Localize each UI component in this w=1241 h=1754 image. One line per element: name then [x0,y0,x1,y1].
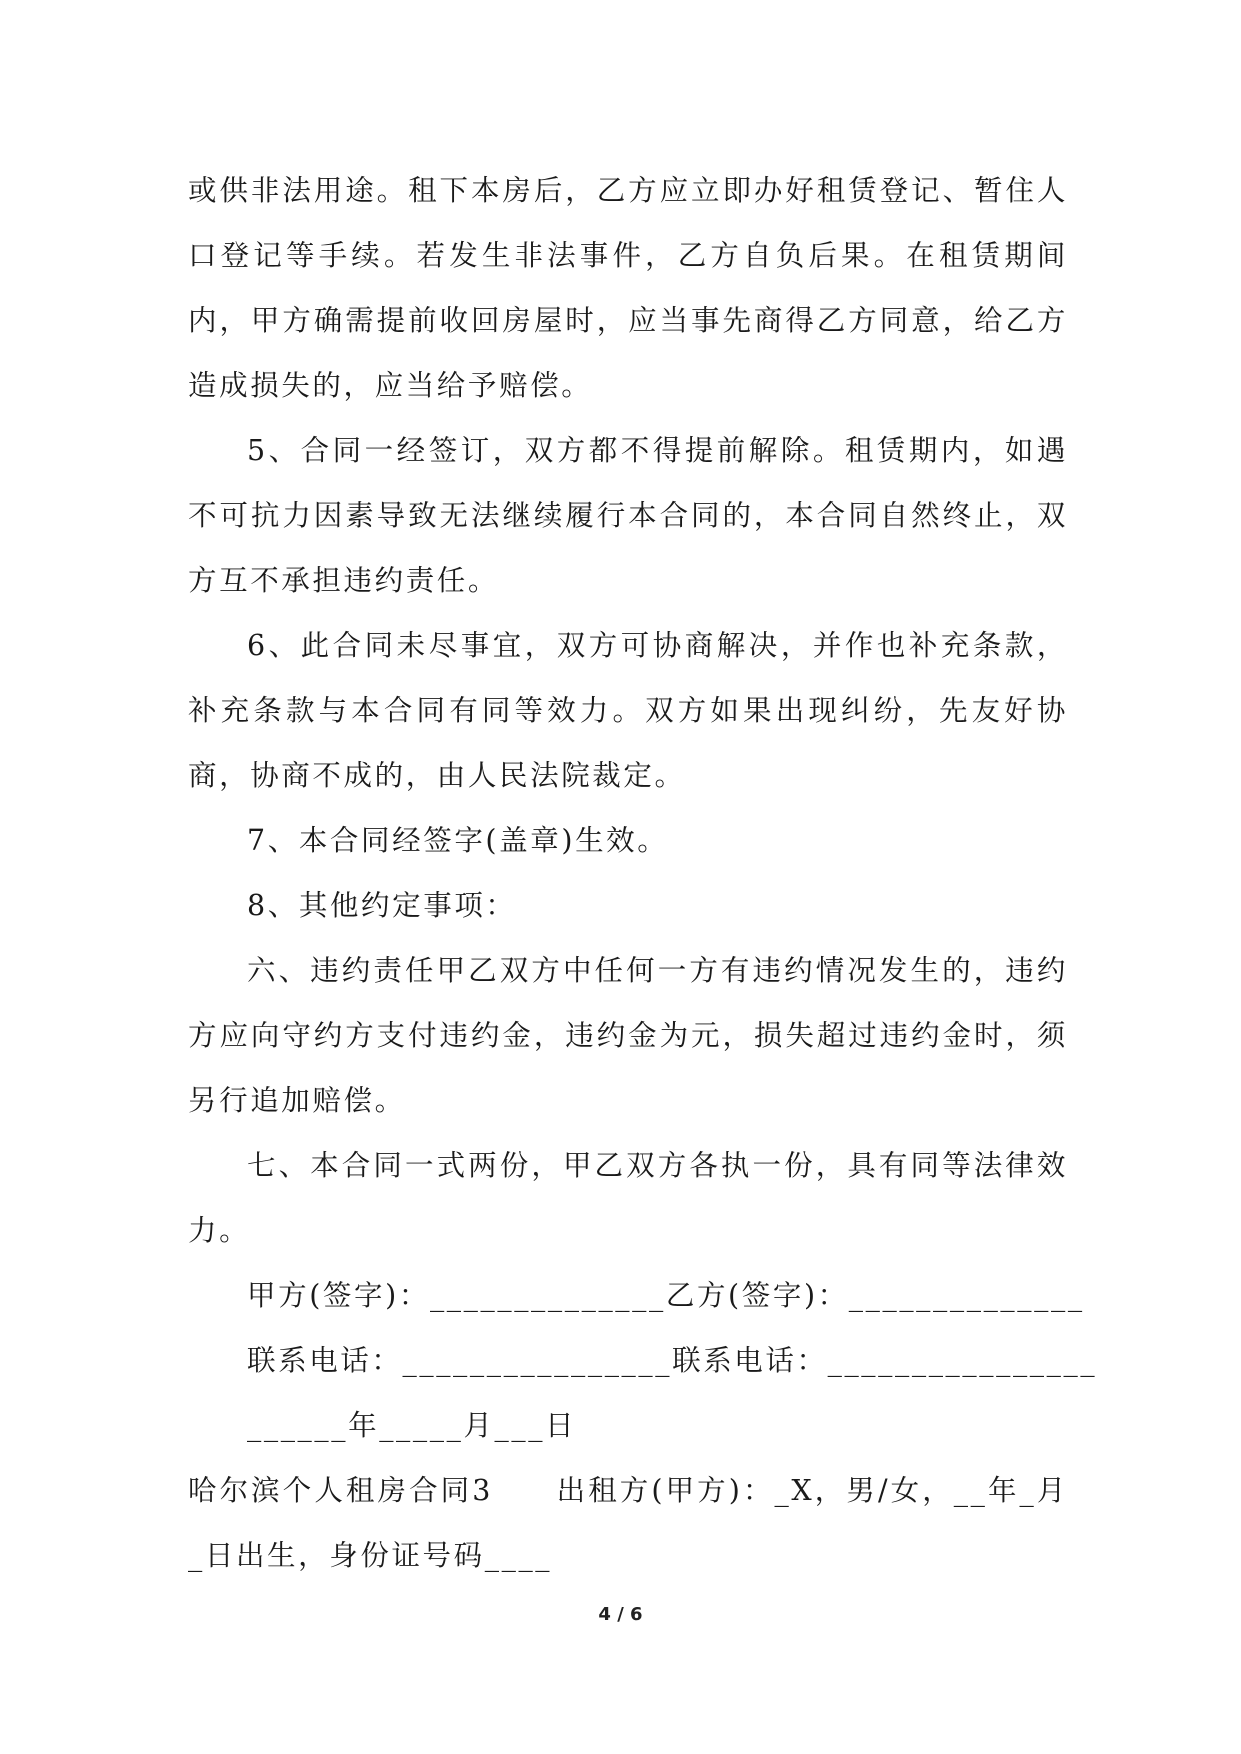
next-contract-heading: 哈尔滨个人租房合同3 出租方(甲方)：_X，男/女，__年_月_日出生，身份证号码____ [188,1474,1068,1572]
phone-line: 联系电话：________________联系电话：________________ [247,1344,1098,1377]
section-copies: 七、本合同一式两份，甲乙双方各执一份，具有同等法律效力。 [188,1149,1068,1247]
document-body [188,158,1098,1588]
clause-8: 8、其他约定事项： [247,889,517,922]
clause-6: 6、此合同未尽事宜，双方可协商解决，并作也补充条款，补充条款与本合同有同等效力。双方如果出现纠纷，先友好协商，协商不成的，由人民法院裁定。 [188,629,1068,792]
signature-line: 甲方(签字)：______________乙方(签字)：______________ [247,1279,1085,1312]
page-number: 4 / 6 [598,1604,643,1625]
section-breach-liability: 六、违约责任甲乙双方中任何一方有违约情况发生的，违约方应向守约方支付违约金，违约金为元，损失超过违约金时，须另行追加赔偿。 [188,954,1068,1117]
clause-5: 5、合同一经签订，双方都不得提前解除。租赁期内，如遇不可抗力因素导致无法继续履行本合同的，本合同自然终止，双方互不承担违约责任。 [188,434,1068,597]
clause-7: 7、本合同经签字(盖章)生效。 [247,824,669,857]
paragraph-continuation: 或供非法用途。租下本房后，乙方应立即办好租赁登记、暂住人口登记等手续。若发生非法事件，乙方自负后果。在租赁期间内，甲方确需提前收回房屋时，应当事先商得乙方同意，给乙方造成损失的，应当给予赔偿。 [188,174,1068,402]
date-line: ______年_____月___日 [247,1409,577,1442]
